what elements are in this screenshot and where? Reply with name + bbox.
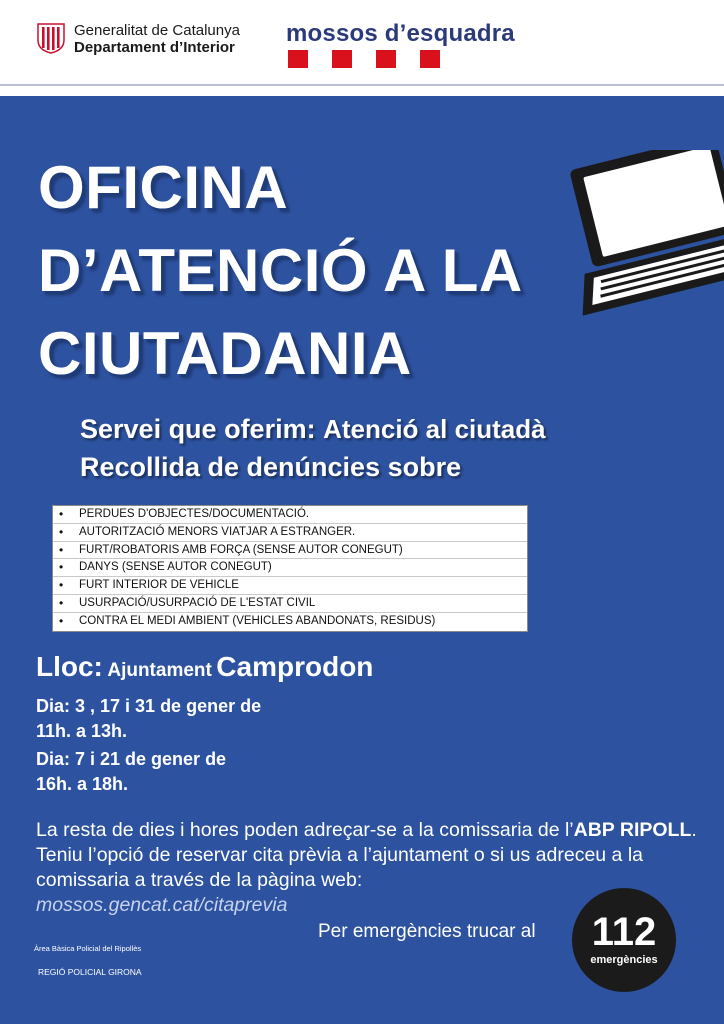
footer-abp: Àrea Bàsica Policial del Ripollès xyxy=(34,944,142,953)
schedule-hours: 11h. a 13h. xyxy=(36,721,128,741)
mossos-red-squares xyxy=(286,50,446,70)
info-text-2: . Teniu l’opció de reservar cita prèvia a l’ajuntament o si us adreceu a la comissaria a través de la pàgina web: xyxy=(36,819,697,891)
emergency-112-logo xyxy=(572,888,676,992)
emergency-number: 112 xyxy=(591,910,657,954)
department-name: Departament d’Interior xyxy=(74,39,235,56)
emergency-text: Per emergències trucar al xyxy=(318,921,536,942)
generalitat-name: Generalitat de Catalunya xyxy=(74,22,240,39)
services-label: Servei que oferim: xyxy=(80,414,316,444)
services-value: Atenció al ciutadà xyxy=(323,414,546,444)
schedule-hours: 16h. a 18h. xyxy=(36,774,129,794)
complaints-list xyxy=(52,505,528,632)
info-abp: ABP RIPOLL xyxy=(573,819,692,841)
red-square xyxy=(376,50,396,68)
generalitat-text xyxy=(74,22,240,56)
list-item: • FURT/ROBATORIS AMB FORÇA (SENSE AUTOR CONEGUT) xyxy=(53,542,527,560)
services-line-2: Recollida de denúncies sobre xyxy=(80,452,462,482)
red-square xyxy=(288,50,308,68)
list-item: • USURPACIÓ/USURPACIÓ DE L'ESTAT CIVIL xyxy=(53,595,527,613)
info-text-1: La resta de dies i hores poden adreçar-se a la comissaria de l’ xyxy=(36,819,574,841)
red-square xyxy=(332,50,352,68)
generalitat-shield-icon xyxy=(36,22,66,54)
title-line-2: D’ATENCIÓ A LA xyxy=(38,237,523,304)
location xyxy=(36,651,373,683)
schedule-1 xyxy=(36,694,261,744)
location-ajuntament: Ajuntament xyxy=(107,660,212,681)
laptop-icon xyxy=(548,150,724,325)
mossos-logo xyxy=(286,20,515,48)
services-block xyxy=(80,410,546,486)
location-label: Lloc: xyxy=(36,651,103,682)
header-divider xyxy=(0,84,724,86)
schedule-days: Dia: 7 i 21 de gener de xyxy=(36,749,227,769)
emergency-sub: emergències xyxy=(590,954,658,966)
location-town: Camprodon xyxy=(216,651,374,682)
services-line-1 xyxy=(80,410,546,448)
list-item: • DANYS (SENSE AUTOR CONEGUT) xyxy=(53,559,527,577)
schedule-2 xyxy=(36,747,226,797)
footer-regio: REGIÓ POLICIAL GIRONA xyxy=(38,967,142,977)
title-line-1: OFICINA xyxy=(38,154,289,221)
title-line-3: CIUTADANIA xyxy=(38,320,412,387)
page-title xyxy=(38,146,523,395)
red-square xyxy=(420,50,440,68)
schedule-days: Dia: 3 , 17 i 31 de gener de xyxy=(36,696,262,716)
mossos-name: mossos d’esquadra xyxy=(286,20,515,47)
list-item: • AUTORITZACIÓ MENORS VIATJAR A ESTRANGER. xyxy=(53,524,527,542)
list-item: • PERDUES D'OBJECTES/DOCUMENTACIÓ. xyxy=(53,506,527,524)
list-item: • FURT INTERIOR DE VEHICLE xyxy=(53,577,527,595)
citaprevia-link[interactable]: mossos.gencat.cat/citaprevia xyxy=(36,894,288,916)
header xyxy=(0,0,724,90)
list-item: • CONTRA EL MEDI AMBIENT (VEHICLES ABANDONATS, RESIDUS) xyxy=(53,613,527,631)
